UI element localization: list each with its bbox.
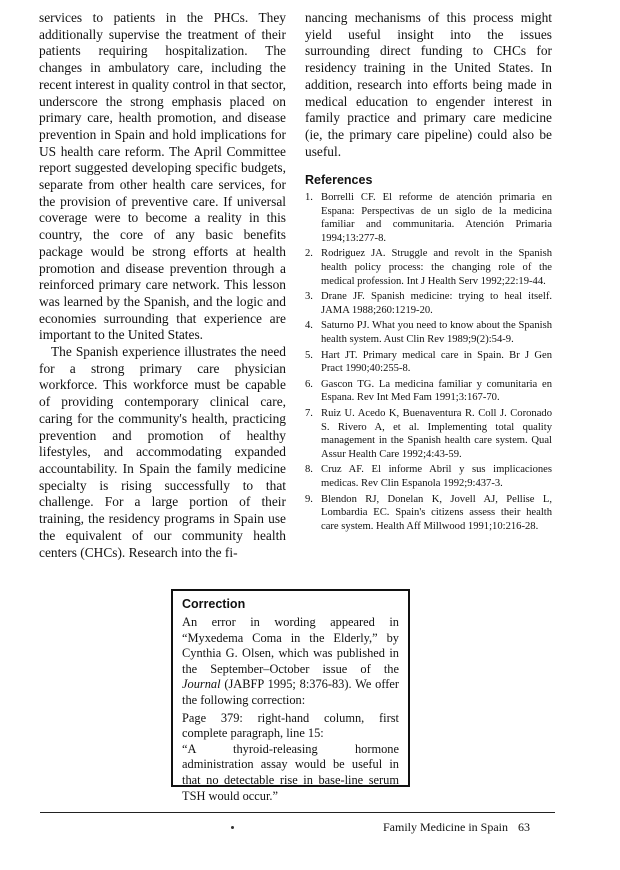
- left-column: [39, 10, 286, 561]
- reference-item: [305, 407, 552, 461]
- reference-number: 6.: [305, 378, 313, 390]
- reference-number: 8.: [305, 464, 313, 476]
- correction-text: (JABFP 1995; 8:376-83). We offer the following correction:: [182, 677, 399, 707]
- reference-text: Borrelli CF. El reforme de atención primaria en Espana: Perspectivas de un siglo de la medicina familiar and communitaria. Atención Primaria 1994;13:277-8.: [321, 192, 552, 244]
- reference-item: [305, 493, 552, 534]
- reference-text: Cruz AF. El informe Abril y sus implicaciones medicas. Rev Clin Espanola 1992;9:437-3.: [321, 464, 552, 489]
- reference-item: [305, 290, 552, 317]
- reference-number: 9.: [305, 493, 313, 505]
- right-column: [305, 10, 552, 535]
- reference-item: [305, 378, 552, 405]
- stray-dot: [231, 826, 234, 829]
- footer-rule: [40, 812, 555, 813]
- reference-number: 2.: [305, 248, 313, 260]
- reference-text: Hart JT. Primary medical care in Spain. Br J Gen Pract 1990;40:255-8.: [321, 349, 552, 375]
- correction-heading: Correction: [182, 597, 246, 611]
- correction-text: An error in wording appeared in “Myxedema Coma in the Elderly,” by Cynthia G. Olsen, which was published in the September–October issue of the: [182, 615, 399, 676]
- correction-quote: “A thyroid-releasing hormone administration assay would be useful in that no detectable rise in base-line serum TSH would occur.”: [182, 741, 399, 803]
- reference-text: Drane JF. Spanish medicine: trying to heal itself. JAMA 1988;260:1219-20.: [321, 291, 552, 316]
- references-heading: References: [305, 173, 373, 188]
- reference-number: 5.: [305, 349, 313, 361]
- journal-name: Journal: [182, 677, 221, 692]
- correction-location: Page 379: right-hand column, first complete paragraph, line 15:: [182, 710, 399, 741]
- body-paragraph: The Spanish experience illustrates the need for a strong primary care physician workforce. This workforce must be capable of providing contemporary clinical care, caring for the community's health, practicing prevention and promotion of healthy lifestyles, and accommodating expanded accountability. In Spain the family medicine specialty is rising successfully to that challenge. For a large portion of their training, the residency programs in Spain use the equivalent of our community health centers (CHCs). Research into the fi-: [39, 344, 286, 560]
- reference-number: 3.: [305, 291, 313, 303]
- correction-body: [182, 615, 399, 709]
- reference-number: 1.: [305, 192, 313, 204]
- reference-item: [305, 191, 552, 245]
- body-paragraph: nancing mechanisms of this process might yield useful insight into the issues surrounding direct funding to CHCs for residency training in the United States. In addition, research into efforts being made in medical education to engender interest in family practice and primary care medicine (ie, the primary care pipeline) could also be useful.: [305, 10, 552, 159]
- reference-item: [305, 349, 552, 376]
- page-footer: [383, 820, 530, 835]
- reference-text: Rodriguez JA. Struggle and revolt in the Spanish health policy process: the changing role of the medical profession. Int J Health Serv 1992;22:19-44.: [321, 248, 552, 287]
- correction-box: [171, 589, 410, 803]
- reference-number: 4.: [305, 320, 313, 332]
- reference-item: [305, 319, 552, 346]
- body-paragraph: services to patients in the PHCs. They additionally supervise the treatment of their patients requiring hospitalization. The changes in ambulatory care, including the recent interest in quality control in that sector, underscore the strong emphasis placed on primary care, health promotion, and disease prevention in Spain and hold implications for US health care reform. The April Committee report suggested developing specific budgets, separate from other health care services, for the provision of preventive care. If universal coverage were to become a reality in this country, the core of any basic benefits package would be strong efforts at health promotion and disease prevention through a reinforced primary care network. This lesson was learned by the Spanish, and the logic and economies surrounding that experience are important to the United States.: [39, 10, 286, 343]
- reference-item: [305, 463, 552, 490]
- page-number: 63: [518, 820, 530, 834]
- reference-text: Blendon RJ, Donelan K, Jovell AJ, Pellise L, Lombardia EC. Spain's citizens assess their health care system. Health Aff Millwood 1991;10:216-28.: [321, 493, 552, 532]
- reference-text: Ruiz U. Acedo K, Buenaventura R. Coll J. Coronado S. Rivero A, et al. Implementing total quality management in the Spanish health care system. Qual Assur Health Care 1992;4:43-59.: [321, 407, 552, 460]
- reference-text: Saturno PJ. What you need to know about the Spanish health system. Aust Clin Rev 1989;9(2):54-9.: [321, 320, 552, 345]
- reference-item: [305, 247, 552, 288]
- reference-number: 7.: [305, 407, 313, 419]
- running-title: Family Medicine in Spain: [383, 820, 508, 834]
- references-list: [305, 191, 552, 533]
- reference-text: Gascon TG. La medicina familiar y comunitaria en Espana. Rev Int Med Fam 1991;3:167-70.: [321, 378, 552, 404]
